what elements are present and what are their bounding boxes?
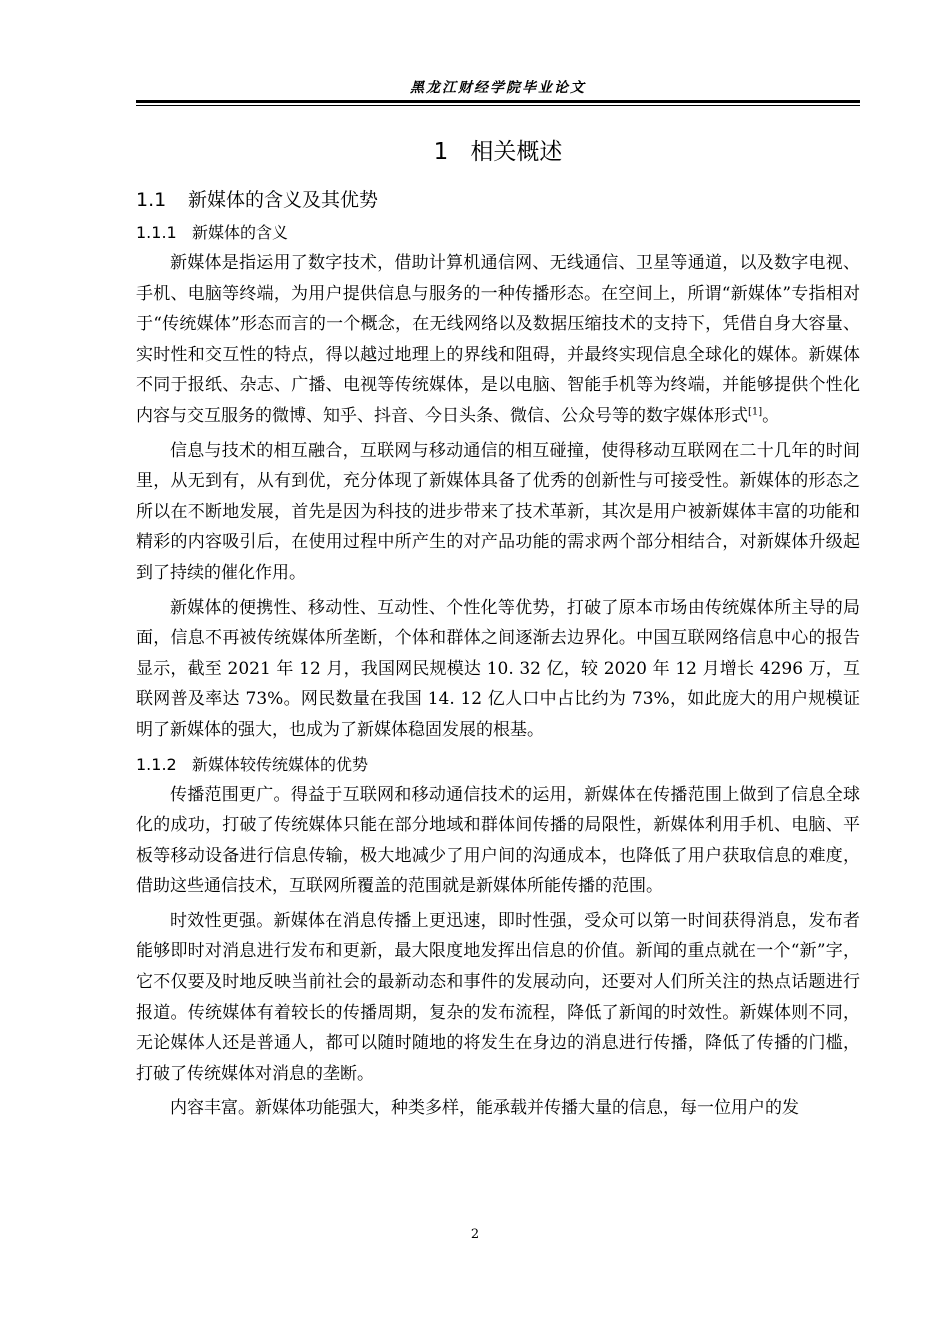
section-title: 新媒体的含义及其优势 [188, 189, 379, 211]
paragraph: 时效性更强。新媒体在消息传播上更迅速，即时性强，受众可以第一时间获得消息，发布者能够即时对消息进行发布和更新，最大限度地发挥出信息的价值。新闻的重点就在一个“新”字，它不仅要及时地反映当前社会的最新动态和事件的发展动向，还要对人们所关注的热点话题进行报道。传统媒体有着较长的传播周期，复杂的发布流程，降低了新闻的时效性。新媒体则不同，无论媒体人还是普通人，都可以随时随地的将发生在身边的消息进行传播，降低了传播的门槛，打破了传统媒体对消息的垄断。 [136, 910, 860, 1084]
section-heading-1-1 [136, 184, 860, 216]
citation-ref[interactable]: [1] [748, 406, 763, 418]
running-header: 黑龙江财经学院毕业论文 [410, 80, 586, 96]
paragraph-tail: 。 [762, 405, 780, 426]
page-number: 2 [470, 1227, 480, 1242]
subsection-title: 新媒体较传统媒体的优势 [192, 754, 369, 774]
paragraph: 信息与技术的相互融合，互联网与移动通信的相互碰撞，使得移动互联网在二十几年的时间里，从无到有，从有到优，充分体现了新媒体具备了优秀的创新性与可接受性。新媒体的形态之所以在不断地发展，首先是因为科技的进步带来了技术革新，其次是用户被新媒体丰富的功能和精彩的内容吸引后，在使用过程中所产生的对产品功能的需求两个部分相结合，对新媒体升级起到了持续的催化作用。 [136, 440, 860, 583]
subsection-title: 新媒体的含义 [192, 223, 289, 242]
section-number: 1.1 [136, 189, 167, 211]
subsection-number: 1.1.2 [136, 754, 177, 774]
chapter-title [136, 132, 860, 172]
header-rule-thick [136, 100, 860, 103]
page-content [136, 128, 860, 1128]
paragraph [136, 248, 860, 432]
paragraph-text: 新媒体是指运用了数字技术，借助计算机通信网、无线通信、卫星等通道，以及数字电视、手机、电脑等终端，为用户提供信息与服务的一种传播形态。在空间上，所谓“新媒体”专指相对于“传统媒体”形态而言的一个概念，在无线网络以及数据压缩技术的支持下，凭借自身大容量、实时性和交互性的特点，得以越过地理上的界线和阻碍，并最终实现信息全球化的媒体。新媒体不同于报纸、杂志、广播、电视等传统媒体，是以电脑、智能手机等为终端，并能够提供个性化内容与交互服务的微博、知乎、抖音、今日头条、微信、公众号等的数字媒体形式 [136, 253, 860, 426]
chapter-title-text: 相关概述 [470, 139, 563, 165]
paragraph: 新媒体的便携性、移动性、互动性、个性化等优势，打破了原本市场由传统媒体所主导的局面，信息不再被传统媒体所垄断，个体和群体之间逐渐去边界化。中国互联网络信息中心的报告显示，截至 2021 年 12 月，我国网民规模达 10. 32 亿，较 2020 年 12 月增长 4296 万，互联网普及率达 73%。网民数量在我国 14. 12 亿人口中占比约为 73%，如此庞大的用户规模证明了新媒体的强大，也成为了新媒体稳固发展的根基。 [136, 597, 860, 740]
header-rule-thin [136, 105, 860, 106]
paragraph: 内容丰富。新媒体功能强大，种类多样，能承载并传播大量的信息，每一位用户的发 [170, 1098, 799, 1119]
paragraph: 传播范围更广。得益于互联网和移动通信技术的运用，新媒体在传播范围上做到了信息全球化的成功，打破了传统媒体只能在部分地域和群体间传播的局限性，新媒体利用手机、电脑、平板等移动设备进行信息传输，极大地减少了用户间的沟通成本，也降低了用户获取信息的难度，借助这些通信技术，互联网所覆盖的范围就是新媒体所能传播的范围。 [136, 784, 860, 897]
subsection-number: 1.1.1 [136, 223, 177, 242]
chapter-number: 1 [433, 139, 449, 165]
subsection-heading-1-1-2 [136, 750, 860, 780]
subsection-heading-1-1-1 [136, 218, 860, 248]
